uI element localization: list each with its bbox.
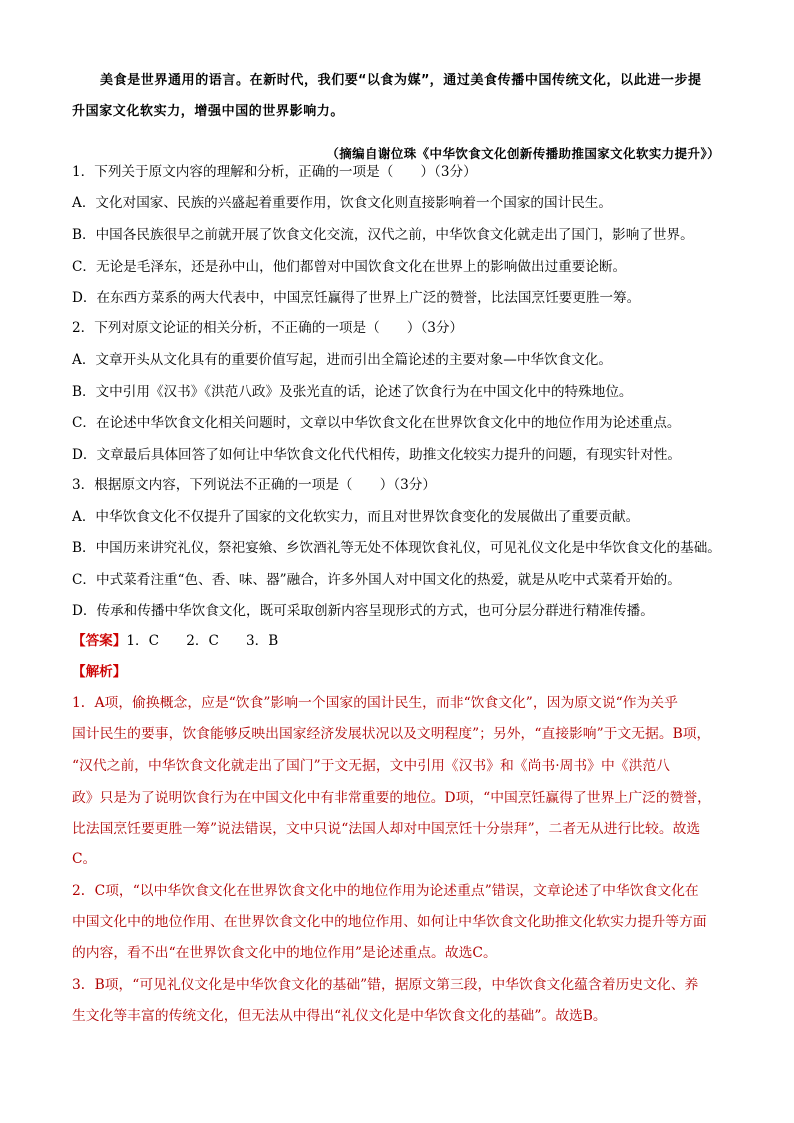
source-citation: （摘编自谢位珠《中华饮食文化创新传播助推国家文化软实力提升》） xyxy=(326,145,720,161)
question-2-option-b: B．文中引用《汉书》《洪范八政》及张光直的话，论述了饮食行为在中国文化中的特殊地位。 xyxy=(72,384,633,400)
analysis-label: 【解析】 xyxy=(72,664,127,680)
analysis-line: 政》只是为了说明饮食行为在中国文化中有非常重要的地位。D项，“中国烹饪赢得了世界上广泛的赞誉， xyxy=(72,790,711,806)
question-2-option-d: D．文章最后具体回答了如何让中华饮食文化代代相传，助推文化较实力提升的问题，有现实针对性。 xyxy=(72,447,682,463)
analysis-line: 的内容，看不出“在世界饮食文化中的地位作用”是论述重点。故选C。 xyxy=(72,945,497,961)
analysis-line: 1．A项，偷换概念，应是“饮食”影响一个国家的国计民生，而非“饮食文化”，因为原文说“作为关乎 xyxy=(72,695,678,711)
analysis-line: 国计民生的要事，饮食能够反映出国家经济发展状况以及文明程度”；另外，“直接影响”于文无据。B项， xyxy=(72,726,711,742)
answer-line xyxy=(72,629,722,649)
analysis-line: 中国文化中的地位作用、在世界饮食文化中的地位作用、如何让中华饮食文化助推文化软实力提升等方面 xyxy=(72,914,707,930)
question-3-option-b: B．中国历来讲究礼仪，祭祀宴飨、乡饮酒礼等无处不体现饮食礼仪，可见礼仪文化是中华饮食文化的基础。 xyxy=(72,540,721,556)
analysis-line: 比法国烹饪要更胜一筹”说法错误，文中只说“法国人却对中国烹饪十分崇拜”，二者无从进行比较。故选 xyxy=(72,821,701,837)
question-3-option-d: D．传承和传播中华饮食文化，既可采取创新内容呈现形式的方式，也可分层分群进行精准传播。 xyxy=(72,603,654,619)
question-3-option-a: A．中华饮食文化不仅提升了国家的文化软实力，而且对世界饮食变化的发展做出了重要贡献。 xyxy=(72,509,640,525)
question-1-option-b: B．中国各民族很早之前就开展了饮食文化交流，汉代之前，中华饮食文化就走出了国门，影响了世界。 xyxy=(72,227,694,243)
intro-line-1: 美食是世界通用的语言。在新时代，我们要“以食为媒”，通过美食传播中国传统文化，以此进一步提 xyxy=(100,73,702,88)
question-3-stem: 3．根据原文内容，下列说法不正确的一项是（ ）（3分） xyxy=(72,477,436,493)
question-3-option-c: C．中式菜肴注重“色、香、味、器”融合，许多外国人对中国文化的热爱，就是从吃中式菜肴开始的。 xyxy=(72,572,681,588)
analysis-line: C。 xyxy=(72,851,97,867)
analysis-line: 生文化等丰富的传统文化，但无法从中得出“礼仪文化是中华饮食文化的基础”。故选B。 xyxy=(72,1008,607,1024)
question-1-stem: 1．下列关于原文内容的理解和分析，正确的一项是（ ）（3分） xyxy=(72,164,477,180)
question-1-option-c: C．无论是毛泽东，还是孙中山，他们都曾对中国饮食文化在世界上的影响做出过重要论断。 xyxy=(72,259,627,275)
intro-line-2: 升国家文化软实力，增强中国的世界影响力。 xyxy=(72,104,345,119)
question-2-option-a: A．文章开头从文化具有的重要价值写起，进而引出全篇论述的主要对象—中华饮食文化。 xyxy=(72,352,612,368)
question-1-option-a: A．文化对国家、民族的兴盛起着重要作用，饮食文化则直接影响着一个国家的国计民生。 xyxy=(72,195,612,211)
analysis-line: 3．B项，“可见礼仪文化是中华饮食文化的基础”错，据原文第三段，中华饮食文化蕴含着历史文化、养 xyxy=(72,977,699,993)
question-1-option-d: D．在东西方菜系的两大代表中，中国烹饪赢得了世界上广泛的赞誉，比法国烹饪要更胜一筹。 xyxy=(72,290,641,306)
analysis-line: 2．C项，“以中华饮食文化在世界饮食文化中的地位作用为论述重点”错误，文章论述了中华饮食文化在 xyxy=(72,883,699,899)
question-2-option-c: C．在论述中华饮食文化相关问题时，文章以中华饮食文化在世界饮食文化中的地位作用为论述重点。 xyxy=(72,415,681,431)
question-2-stem: 2．下列对原文论证的相关分析，不正确的一项是（ ）（3分） xyxy=(72,320,464,336)
answer-value: 1．C 2．C 3．B xyxy=(126,633,279,649)
answer-label: 【答案】 xyxy=(72,633,127,649)
analysis-line: “汉代之前，中华饮食文化就走出了国门”于文无据，文中引用《汉书》和《尚书·周书》中《洪范八 xyxy=(72,758,670,774)
